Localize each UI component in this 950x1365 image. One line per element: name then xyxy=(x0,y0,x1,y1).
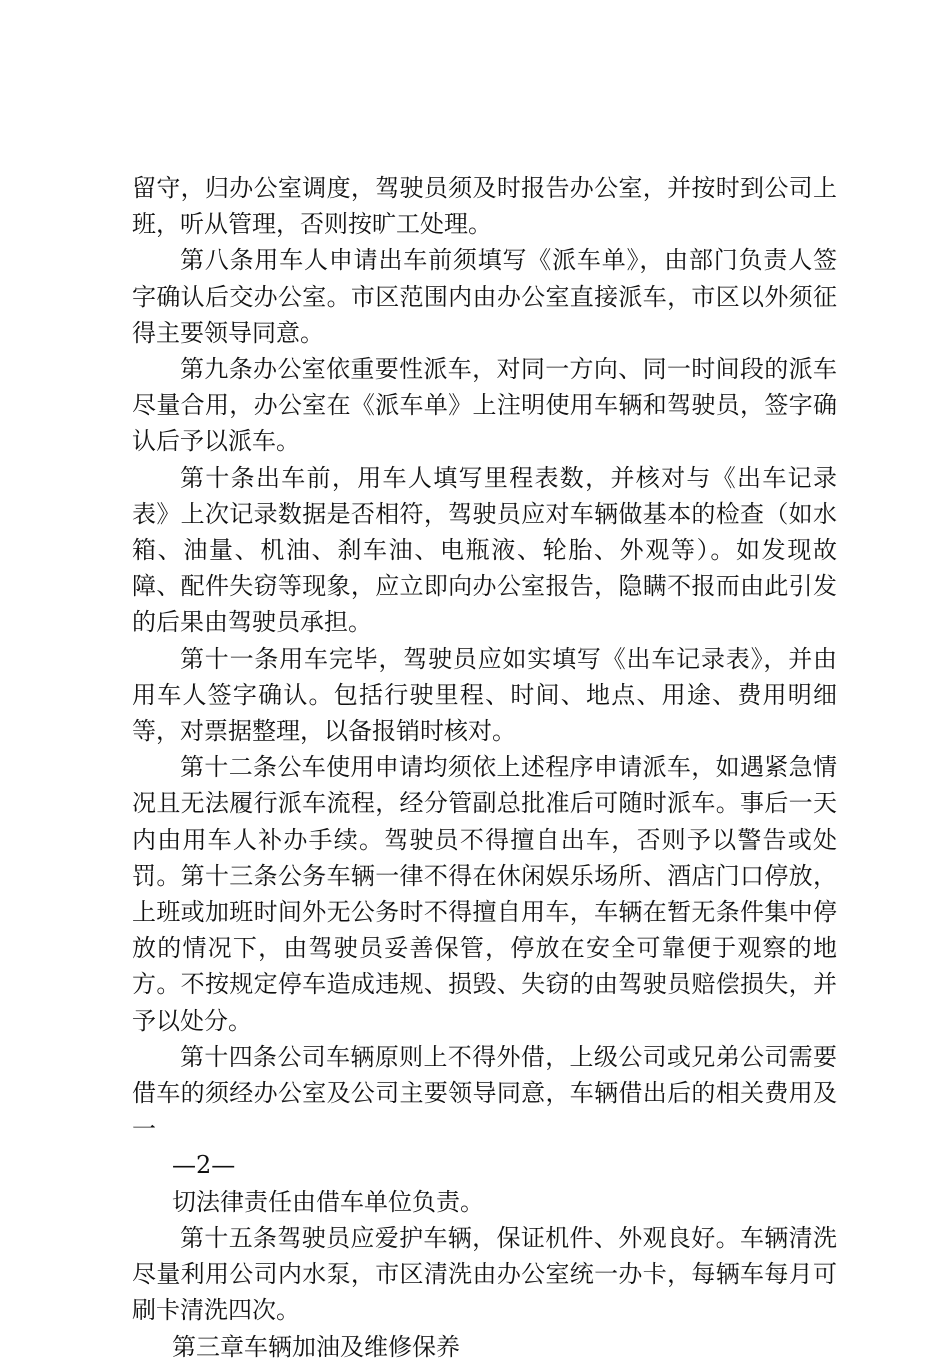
paragraph-article-14: 第十四条公司车辆原则上不得外借，上级公司或兄弟公司需要借车的须经办公室及公司主要领导同意，车辆借出后的相关费用及一 xyxy=(132,1042,837,1144)
paragraph-article-10: 第十条出车前，用车人填写里程表数，并核对与《出车记录表》上次记录数据是否相符，驾驶员应对车辆做基本的检查（如水箱、油量、机油、刹车油、电瓶液、轮胎、外观等）。如发现故障、配件失窃等现象，应立即向办公室报告，隐瞒不报而由此引发的后果由驾驶员承担。 xyxy=(132,463,837,637)
chapter-heading: 第三章车辆加油及维修保养 xyxy=(172,1332,460,1361)
document-body xyxy=(132,170,837,1365)
paragraph-article-14-continued: 切法律责任由借车单位负责。 xyxy=(172,1187,484,1216)
paragraph-continuation-top: 留守，归办公室调度，驾驶员须及时报告办公室，并按时到公司上班，听从管理，否则按旷工处理。 xyxy=(132,174,837,239)
paragraph-article-12-13: 第十二条公车使用申请均须依上述程序申请派车，如遇紧急情况且无法履行派车流程，经分管副总批准后可随时派车。事后一天内由用车人补办手续。驾驶员不得擅自出车，否则予以警告或处罚。第十三条公务车辆一律不得在休闲娱乐场所、酒店门口停放，上班或加班时间外无公务时不得擅自用车，车辆在暂无条件集中停放的情况下，由驾驶员妥善保管，停放在安全可靠便于观察的地方。不按规定停车造成违规、损毁、失窃的由驾驶员赔偿损失，并予以处分。 xyxy=(132,753,837,1035)
paragraph-article-9: 第九条办公室依重要性派车，对同一方向、同一时间段的派车尽量合用，办公室在《派车单》上注明使用车辆和驾驶员，签字确认后予以派车。 xyxy=(132,355,837,456)
paragraph-article-11: 第十一条用车完毕，驾驶员应如实填写《出车记录表》，并由用车人签字确认。包括行驶里程、时间、地点、用途、费用明细等，对票据整理，以备报销时核对。 xyxy=(132,644,837,746)
paragraph-article-15: 第十五条驾驶员应爱护车辆，保证机件、外观良好。车辆清洗尽量利用公司内水泵，市区清洗由办公室统一办卡，每辆车每月可刷卡清洗四次。 xyxy=(132,1223,837,1325)
paragraph-article-8: 第八条用车人申请出车前须填写《派车单》，由部门负责人签字确认后交办公室。市区范围内由办公室直接派车，市区以外须征得主要领导同意。 xyxy=(132,246,837,347)
page-number: —2— xyxy=(172,1151,236,1180)
